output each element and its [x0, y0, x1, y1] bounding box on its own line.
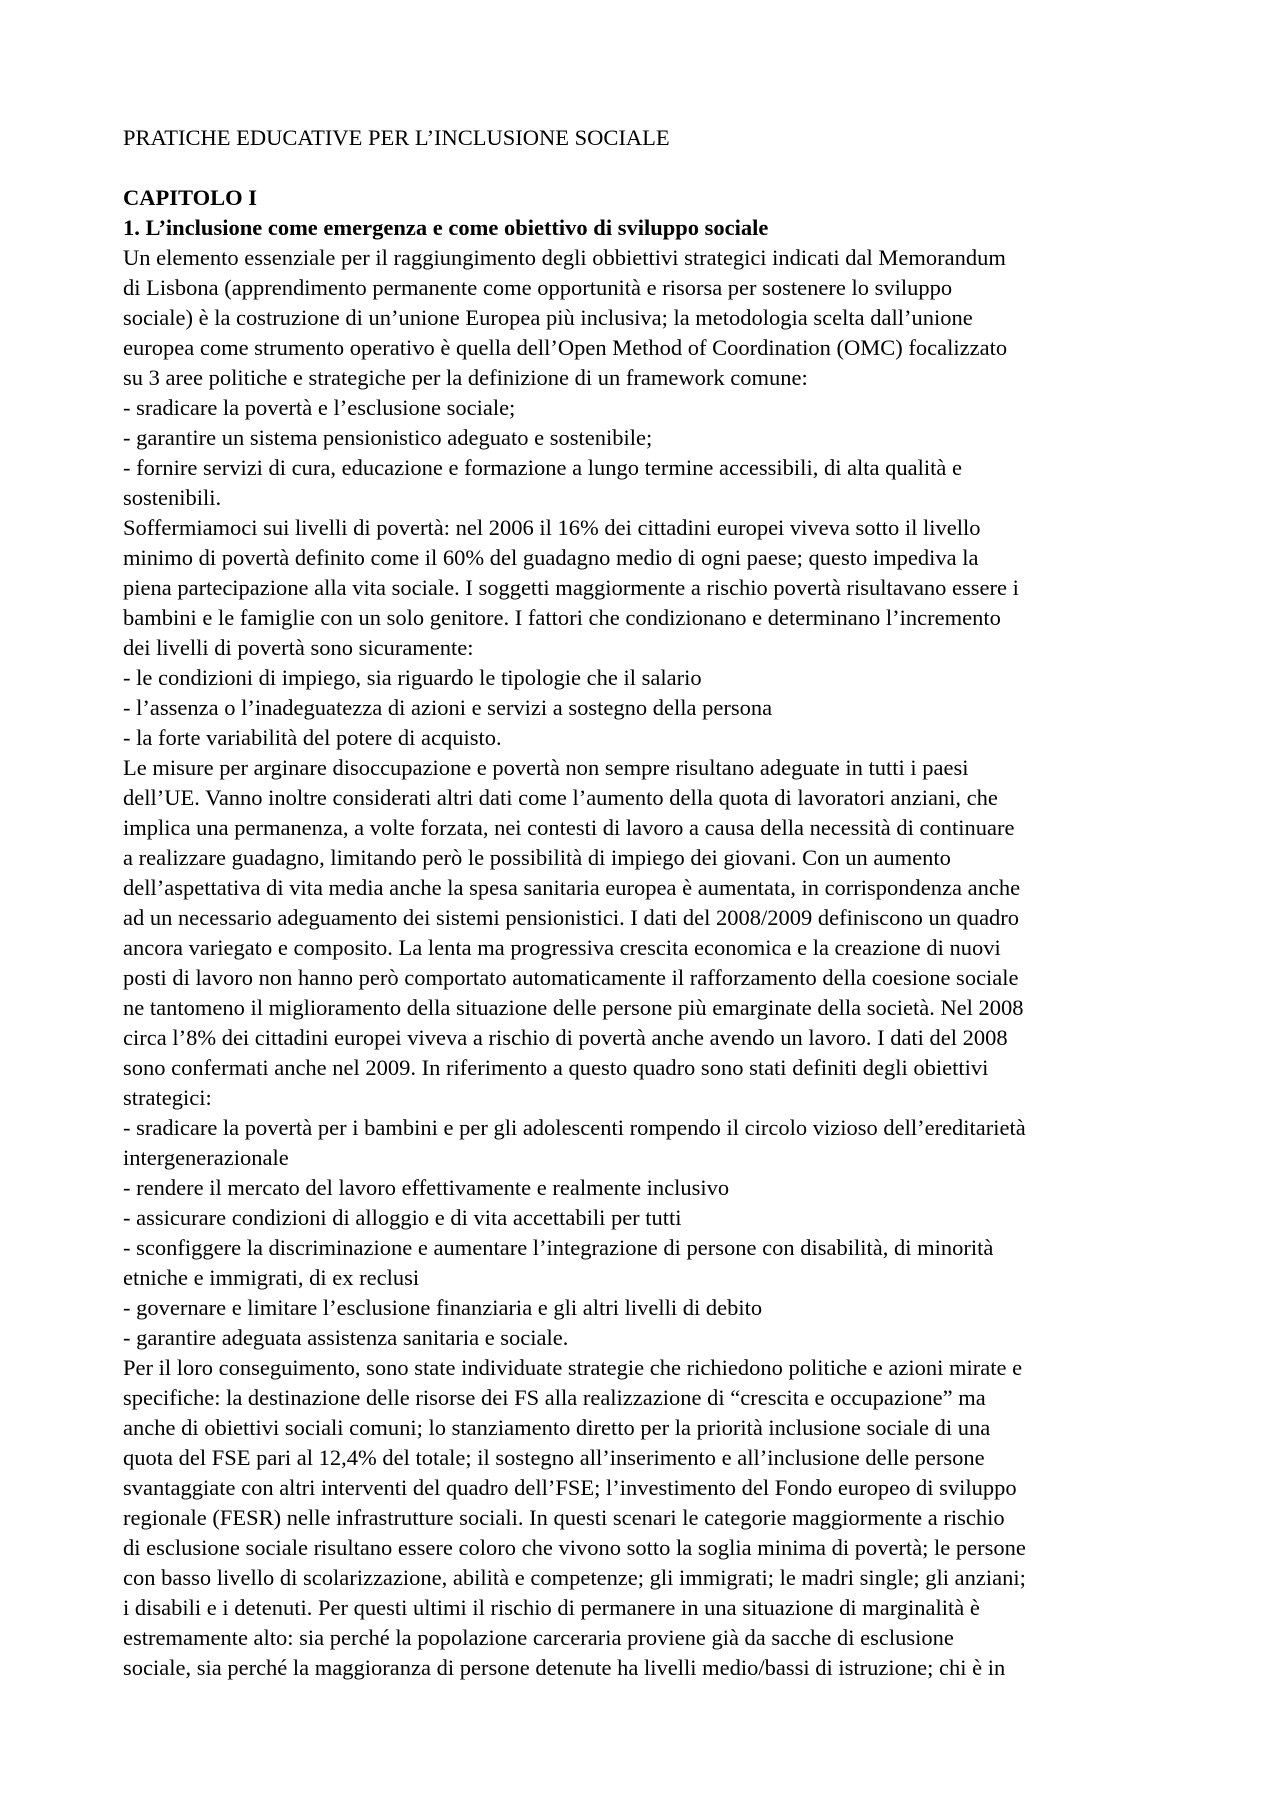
- text-line: dell’UE. Vanno inoltre considerati altri dati come l’aumento della quota di lavoratori anziani, che: [123, 785, 998, 810]
- text-line: posti di lavoro non hanno però comportato automaticamente il rafforzamento della coesione sociale: [123, 965, 1019, 990]
- text-line: sostenibili.: [123, 485, 222, 510]
- text-line: implica una permanenza, a volte forzata, nei contesti di lavoro a causa della necessità di continuare: [123, 815, 1015, 840]
- text-line: svantaggiate con altri interventi del quadro dell’FSE; l’investimento del Fondo europeo di sviluppo: [123, 1475, 1017, 1500]
- text-line: - sradicare la povertà per i bambini e per gli adolescenti rompendo il circolo vizioso dell’ereditarietà: [123, 1115, 1026, 1140]
- body-text: [123, 243, 1173, 1683]
- text-line: bambini e le famiglie con un solo genitore. I fattori che condizionano e determinano l’incremento: [123, 605, 1001, 630]
- text-line: Per il loro conseguimento, sono state individuate strategie che richiedono politiche e azioni mirate e: [123, 1355, 1023, 1380]
- text-line: con basso livello di scolarizzazione, abilità e competenze; gli immigrati; le madri single; gli anziani;: [123, 1565, 1026, 1590]
- text-line: di esclusione sociale risultano essere coloro che vivono sotto la soglia minima di povertà; le persone: [123, 1535, 1026, 1560]
- text-line: intergenerazionale: [123, 1145, 289, 1170]
- text-line: specifiche: la destinazione delle risorse dei FS alla realizzazione di “crescita e occupazione” ma: [123, 1385, 986, 1410]
- text-line: estremamente alto: sia perché la popolazione carceraria proviene già da sacche di esclusione: [123, 1625, 954, 1650]
- text-line: sociale, sia perché la maggioranza di persone detenute ha livelli medio/bassi di istruzione; chi è in: [123, 1655, 1006, 1680]
- text-line: - l’assenza o l’inadeguatezza di azioni e servizi a sostegno della persona: [123, 695, 773, 720]
- text-line: Un elemento essenziale per il raggiungimento degli obbiettivi strategici indicati dal Memorandum: [123, 245, 1006, 270]
- text-line: ancora variegato e composito. La lenta ma progressiva crescita economica e la creazione di nuovi: [123, 935, 1001, 960]
- text-line: - fornire servizi di cura, educazione e formazione a lungo termine accessibili, di alta qualità e: [123, 455, 963, 480]
- text-line: - garantire adeguata assistenza sanitaria e sociale.: [123, 1325, 569, 1350]
- text-line: - sradicare la povertà e l’esclusione sociale;: [123, 395, 516, 420]
- text-line: - la forte variabilità del potere di acquisto.: [123, 725, 502, 750]
- text-line: a realizzare guadagno, limitando però le possibilità di impiego dei giovani. Con un aumento: [123, 845, 951, 870]
- text-line: regionale (FESR) nelle infrastrutture sociali. In questi scenari le categorie maggiormente a rischio: [123, 1505, 1005, 1530]
- text-line: minimo di povertà definito come il 60% del guadagno medio di ogni paese; questo impediva la: [123, 545, 979, 570]
- text-line: dell’aspettativa di vita media anche la spesa sanitaria europea è aumentata, in corrispondenza anche: [123, 875, 1021, 900]
- document-title: PRATICHE EDUCATIVE PER L’INCLUSIONE SOCIALE: [123, 125, 670, 150]
- text-line: sono confermati anche nel 2009. In riferimento a questo quadro sono stati definiti degli obiettivi: [123, 1055, 989, 1080]
- text-line: dei livelli di povertà sono sicuramente:: [123, 635, 474, 660]
- text-line: anche di obiettivi sociali comuni; lo stanziamento diretto per la priorità inclusione sociale di una: [123, 1415, 991, 1440]
- text-line: ad un necessario adeguamento dei sistemi pensionistici. I dati del 2008/2009 definiscono un quadro: [123, 905, 1020, 930]
- text-line: - governare e limitare l’esclusione finanziaria e gli altri livelli di debito: [123, 1295, 763, 1320]
- text-line: europea come strumento operativo è quella dell’Open Method of Coordination (OMC) focalizzato: [123, 335, 1008, 360]
- blank-line: [123, 153, 1173, 183]
- text-line: Soffermiamoci sui livelli di povertà: nel 2006 il 16% dei cittadini europei viveva sotto il livello: [123, 515, 981, 540]
- text-line: sociale) è la costruzione di un’unione Europea più inclusiva; la metodologia scelta dall’unione: [123, 305, 973, 330]
- text-line: su 3 aree politiche e strategiche per la definizione di un framework comune:: [123, 365, 808, 390]
- text-line: etniche e immigrati, di ex reclusi: [123, 1265, 420, 1290]
- text-line: di Lisbona (apprendimento permanente come opportunità e risorsa per sostenere lo sviluppo: [123, 275, 953, 300]
- text-line: piena partecipazione alla vita sociale. I soggetti maggiormente a rischio povertà risultavano essere i: [123, 575, 1019, 600]
- text-line: - sconfiggere la discriminazione e aumentare l’integrazione di persone con disabilità, di minorità: [123, 1235, 994, 1260]
- text-line: - rendere il mercato del lavoro effettivamente e realmente inclusivo: [123, 1175, 730, 1200]
- text-line: - garantire un sistema pensionistico adeguato e sostenibile;: [123, 425, 653, 450]
- section-heading: 1. L’inclusione come emergenza e come obiettivo di sviluppo sociale: [123, 215, 769, 240]
- chapter-heading: CAPITOLO I: [123, 185, 257, 210]
- text-line: i disabili e i detenuti. Per questi ultimi il rischio di permanere in una situazione di marginalità è: [123, 1595, 980, 1620]
- text-line: strategici:: [123, 1085, 212, 1110]
- text-line: quota del FSE pari al 12,4% del totale; il sostegno all’inserimento e all’inclusione delle persone: [123, 1445, 985, 1470]
- text-line: circa l’8% dei cittadini europei viveva a rischio di povertà anche avendo un lavoro. I dati del 2008: [123, 1025, 1008, 1050]
- text-line: - assicurare condizioni di alloggio e di vita accettabili per tutti: [123, 1205, 682, 1230]
- document-body: [123, 123, 1173, 1683]
- text-line: - le condizioni di impiego, sia riguardo le tipologie che il salario: [123, 665, 702, 690]
- text-line: ne tantomeno il miglioramento della situazione delle persone più emarginate della società. Nel 2008: [123, 995, 1024, 1020]
- text-line: Le misure per arginare disoccupazione e povertà non sempre risultano adeguate in tutti i paesi: [123, 755, 969, 780]
